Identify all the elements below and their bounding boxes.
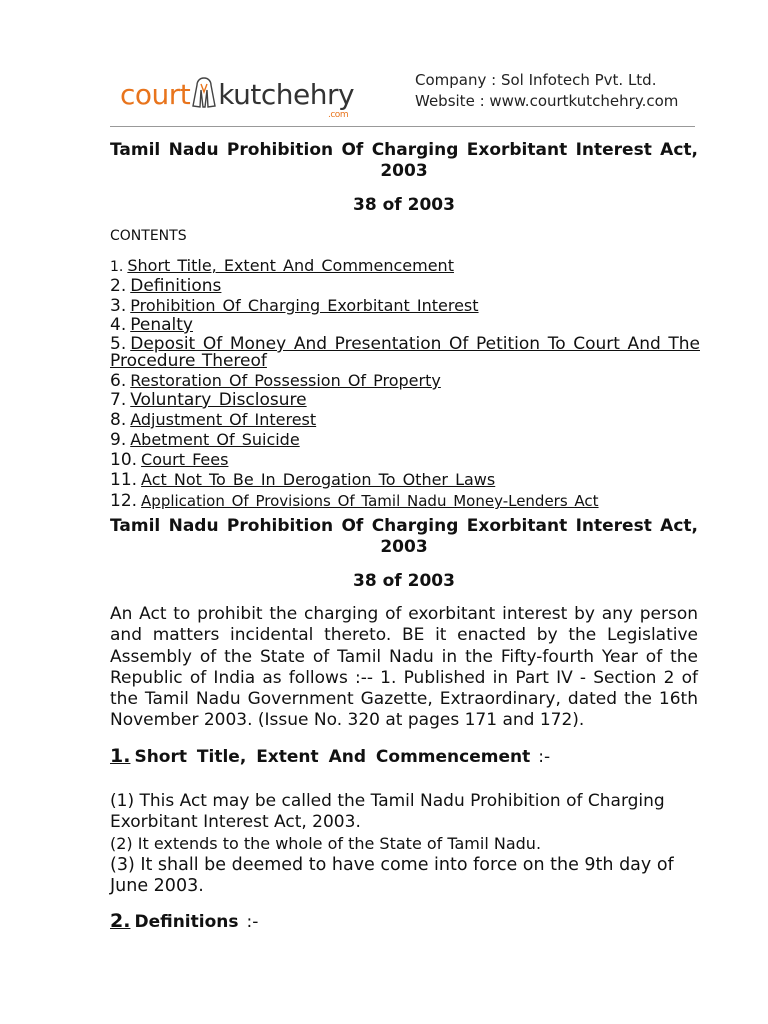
toc-item[interactable]: 9. Abetment Of Suicide — [110, 430, 300, 450]
toc-link[interactable]: Penalty — [130, 315, 193, 335]
toc-item[interactable]: 12. Application Of Provisions Of Tamil Nadu Money-Lenders Act — [110, 491, 599, 511]
clause: (2) It extends to the whole of the State of Tamil Nadu. — [110, 834, 542, 853]
table-of-contents — [110, 256, 700, 511]
site-header — [110, 66, 696, 126]
section-number: 1. — [110, 745, 131, 767]
courtkutchehry-logo[interactable] — [120, 76, 355, 120]
toc-item[interactable]: 2. Definitions — [110, 276, 222, 296]
toc-link[interactable]: Court Fees — [141, 450, 229, 469]
toc-item[interactable]: 1. Short Title, Extent And Commencement — [110, 256, 454, 275]
logo-dotcom-text: .com — [328, 110, 349, 120]
toc-item[interactable]: 7. Voluntary Disclosure — [110, 390, 307, 410]
toc-link[interactable]: Adjustment Of Interest — [130, 410, 317, 429]
toc-item[interactable]: 6. Restoration Of Possession Of Property — [110, 371, 441, 391]
company-info — [415, 70, 678, 112]
toc-item[interactable]: 4. Penalty — [110, 315, 193, 335]
toc-link[interactable]: Act Not To Be In Derogation To Other Laws — [141, 470, 496, 489]
toc-item[interactable]: 3. Prohibition Of Charging Exorbitant Interest — [110, 296, 479, 316]
toc-link[interactable]: Voluntary Disclosure — [130, 390, 307, 410]
section-number: 2. — [110, 910, 131, 932]
logo-court-text: court — [120, 78, 191, 111]
toc-link[interactable]: Abetment Of Suicide — [130, 430, 300, 449]
section-heading: 2. Definitions :- — [110, 910, 259, 932]
gown-icon — [191, 76, 217, 117]
section-heading: 1. Short Title, Extent And Commencement :- — [110, 745, 551, 767]
act-title: Tamil Nadu Prohibition Of Charging Exorbitant Interest Act, 2003 — [110, 140, 698, 181]
clause: (3) It shall be deemed to have come into force on the 9th day of June 2003. — [110, 855, 674, 896]
toc-link[interactable]: Prohibition Of Charging Exorbitant Interest — [130, 296, 479, 315]
clause: (1) This Act may be called the Tamil Nadu Prohibition of Charging Exorbitant Interest Act, 2003. — [110, 791, 665, 832]
act-number-repeat: 38 of 2003 — [353, 571, 455, 591]
toc-item[interactable]: 10. Court Fees — [110, 450, 229, 470]
header-divider — [110, 126, 695, 127]
act-number: 38 of 2003 — [353, 195, 455, 215]
toc-link[interactable]: Application Of Provisions Of Tamil Nadu Money-Lenders Act — [141, 492, 599, 510]
toc-link[interactable]: Definitions — [130, 276, 222, 296]
toc-item[interactable]: 5. Deposit Of Money And Presentation Of Petition To Court And The Procedure Thereof — [110, 334, 700, 371]
section-title: Definitions — [134, 912, 239, 932]
act-title-repeat: Tamil Nadu Prohibition Of Charging Exorbitant Interest Act, 2003 — [110, 516, 698, 557]
website-url[interactable]: Website : www.courtkutchehry.com — [415, 92, 679, 110]
toc-link[interactable]: Short Title, Extent And Commencement — [127, 256, 454, 275]
logo-kutchehry-text: kutchehry — [218, 78, 355, 111]
toc-link[interactable]: Deposit Of Money And Presentation Of Petition To Court And The Procedure Thereof — [110, 334, 700, 371]
contents-label: CONTENTS — [110, 228, 187, 244]
toc-item[interactable]: 8. Adjustment Of Interest — [110, 410, 317, 430]
preamble-paragraph: An Act to prohibit the charging of exorbitant interest by any person and matters incidental thereto. BE it enacted by the Legislative Assembly of the State of Tamil Nadu in the Fifty-fourth Year of the Republic of India as follows :-- 1. Published in Part IV - Section 2 of the Tamil Nadu Government Gazette, Extraordinary, dated the 16th November 2003. (Issue No. 320 at pages 171 and 172). — [110, 604, 698, 731]
toc-item[interactable]: 11. Act Not To Be In Derogation To Other Laws — [110, 470, 496, 490]
company-name: Company : Sol Infotech Pvt. Ltd. — [415, 71, 657, 89]
section-title: Short Title, Extent And Commencement — [134, 747, 531, 767]
toc-link[interactable]: Restoration Of Possession Of Property — [130, 371, 441, 390]
